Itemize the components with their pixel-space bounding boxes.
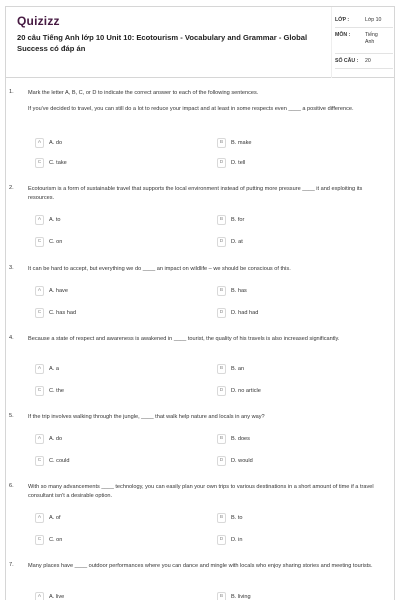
answer-option-a[interactable] bbox=[35, 434, 185, 446]
question-text: Many places have ____ outdoor performances where you can dance and mingle with locals who enjoy sharing stories and meeting tourists. bbox=[28, 563, 373, 569]
option-text: C. on bbox=[49, 239, 63, 245]
option-text: D. had had bbox=[231, 310, 259, 316]
option-text: D. would bbox=[231, 458, 253, 464]
option-text: D. at bbox=[231, 239, 243, 245]
option-text: A. a bbox=[49, 366, 59, 372]
answer-option-a[interactable] bbox=[35, 138, 185, 150]
question-number: 1. bbox=[9, 89, 14, 95]
answer-option-b[interactable] bbox=[217, 592, 367, 600]
option-letter-box: B bbox=[217, 434, 226, 444]
instruction-text: Mark the letter A, B, C, or D to indicate the correct answer to each of the following sentences. bbox=[28, 90, 259, 96]
option-letter-box: A bbox=[35, 434, 44, 444]
option-text: B. an bbox=[231, 366, 245, 372]
option-letter-box: D bbox=[217, 386, 226, 396]
question-number: 4. bbox=[9, 335, 14, 341]
option-text: C. on bbox=[49, 537, 63, 543]
answer-option-a[interactable] bbox=[35, 513, 185, 525]
option-text: B. to bbox=[231, 515, 243, 521]
option-letter-box: D bbox=[217, 535, 226, 545]
option-letter-box: D bbox=[217, 158, 226, 168]
answer-option-d[interactable] bbox=[217, 308, 367, 320]
question-text: It can be hard to accept, but everything we do ____ an impact on wildlife – we should be conscious of this. bbox=[28, 266, 291, 272]
option-text: C. could bbox=[49, 458, 70, 464]
worksheet-header bbox=[6, 7, 394, 78]
option-letter-box: C bbox=[35, 237, 44, 247]
option-text: A. live bbox=[49, 594, 65, 600]
option-text: C. has had bbox=[49, 310, 77, 316]
answer-option-c[interactable] bbox=[35, 456, 185, 468]
question-number: 3. bbox=[9, 265, 14, 271]
answer-option-c[interactable] bbox=[35, 158, 185, 170]
question-text: If you've decided to travel, you can still do a lot to reduce your impact and at least in some respects even ____ a positive difference. bbox=[28, 106, 354, 112]
option-text: A. do bbox=[49, 140, 63, 146]
question-number: 7. bbox=[9, 562, 14, 568]
answer-option-a[interactable] bbox=[35, 364, 185, 376]
option-text: A. to bbox=[49, 217, 61, 223]
option-text: D. tell bbox=[231, 160, 246, 166]
option-text: C. take bbox=[49, 160, 67, 166]
option-text: A. do bbox=[49, 436, 63, 442]
option-letter-box: A bbox=[35, 592, 44, 600]
answer-option-c[interactable] bbox=[35, 386, 185, 398]
answer-option-b[interactable] bbox=[217, 215, 367, 227]
answer-option-d[interactable] bbox=[217, 535, 367, 547]
worksheet-meta: LỚP : Lớp 10 MÔN : Tiếng Anh SỐ CÂU : 20 bbox=[331, 7, 394, 78]
answer-option-a[interactable] bbox=[35, 592, 185, 600]
option-letter-box: A bbox=[35, 138, 44, 148]
answer-option-b[interactable] bbox=[217, 364, 367, 376]
option-text: D. in bbox=[231, 537, 243, 543]
option-letter-box: C bbox=[35, 535, 44, 545]
option-letter-box: D bbox=[217, 308, 226, 318]
option-text: A. of bbox=[49, 515, 61, 521]
option-letter-box: B bbox=[217, 215, 226, 225]
option-letter-box: C bbox=[35, 308, 44, 318]
option-text: B. make bbox=[231, 140, 252, 146]
quizizz-logo: Quizizz bbox=[17, 14, 60, 28]
option-letter-box: B bbox=[217, 513, 226, 523]
answer-option-b[interactable] bbox=[217, 138, 367, 150]
option-letter-box: C bbox=[35, 456, 44, 466]
option-letter-box: D bbox=[217, 237, 226, 247]
option-letter-box: C bbox=[35, 386, 44, 396]
option-letter-box: A bbox=[35, 286, 44, 296]
option-text: A. have bbox=[49, 288, 68, 294]
question-text: If the trip involves walking through the jungle, ____ that walk help nature and locals in any way? bbox=[28, 414, 265, 420]
question-number: 5. bbox=[9, 413, 14, 419]
option-text: C. the bbox=[49, 388, 64, 394]
option-letter-box: B bbox=[217, 286, 226, 296]
answer-option-a[interactable] bbox=[35, 286, 185, 298]
option-letter-box: B bbox=[217, 138, 226, 148]
option-text: D. no article bbox=[231, 388, 261, 394]
answer-option-c[interactable] bbox=[35, 237, 185, 249]
answer-option-a[interactable] bbox=[35, 215, 185, 227]
option-text: B. has bbox=[231, 288, 247, 294]
option-letter-box: A bbox=[35, 364, 44, 374]
option-letter-box: A bbox=[35, 513, 44, 523]
option-letter-box: C bbox=[35, 158, 44, 168]
answer-option-b[interactable] bbox=[217, 434, 367, 446]
question-text: Because a state of respect and awareness is awakened in ____ tourist, the quality of his travels is also increased significantly. bbox=[28, 336, 340, 342]
question-text: Ecotourism is a form of sustainable travel that supports the local environment instead of putting more pressure ____ it and exploiting its resources. bbox=[28, 186, 363, 201]
option-letter-box: B bbox=[217, 364, 226, 374]
answer-option-c[interactable] bbox=[35, 535, 185, 547]
option-text: B. for bbox=[231, 217, 245, 223]
question-number: 6. bbox=[9, 483, 14, 489]
question-text: With so many advancements ____ technology, you can easily plan your own trips to various destinations in a short amount of time if a travel consultant isn't a desirable option. bbox=[28, 484, 374, 499]
option-letter-box: D bbox=[217, 456, 226, 466]
answer-option-b[interactable] bbox=[217, 286, 367, 298]
question-number: 2. bbox=[9, 185, 14, 191]
answer-option-c[interactable] bbox=[35, 308, 185, 320]
answer-option-d[interactable] bbox=[217, 237, 367, 249]
worksheet-title: 20 câu Tiếng Anh lớp 10 Unit 10: Ecotourism - Vocabulary and Grammar - Global Success có đáp án bbox=[17, 33, 308, 53]
answer-option-d[interactable] bbox=[217, 456, 367, 468]
option-text: B. does bbox=[231, 436, 250, 442]
option-letter-box: A bbox=[35, 215, 44, 225]
answer-option-d[interactable] bbox=[217, 386, 367, 398]
answer-option-b[interactable] bbox=[217, 513, 367, 525]
answer-option-d[interactable] bbox=[217, 158, 367, 170]
option-letter-box: B bbox=[217, 592, 226, 600]
option-text: B. living bbox=[231, 594, 251, 600]
